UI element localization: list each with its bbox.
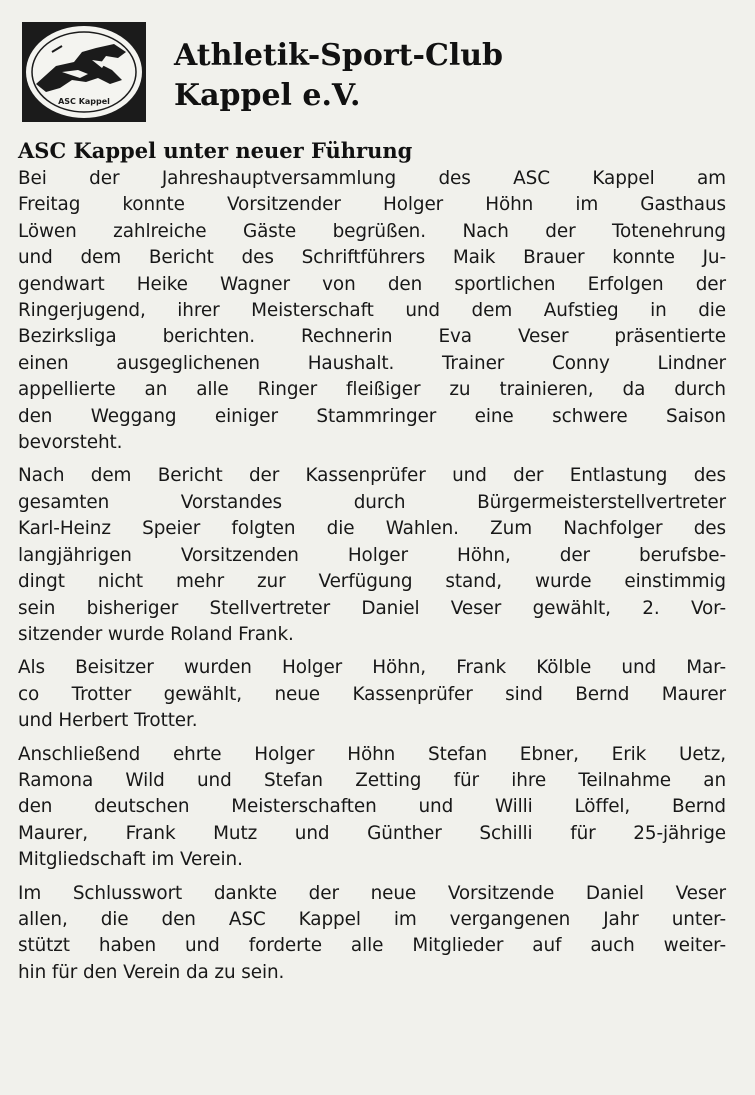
paragraph — [18, 166, 726, 456]
paragraph-line: Im Schlusswort dankte der neue Vorsitzende Daniel Veser — [18, 882, 726, 904]
paragraph — [18, 881, 726, 987]
header — [22, 22, 742, 124]
paragraph-line: dingt nicht mehr zur Verfügung stand, wurde einstimmig — [18, 571, 726, 593]
paragraph-line: den Weggang einiger Stammringer eine schwere Saison — [18, 405, 726, 427]
logo-text: ASC Kappel — [58, 97, 110, 106]
paragraph-line: Maurer, Frank Mutz und Günther Schilli für 25-jährige — [18, 822, 726, 844]
paragraph-line: Bezirksliga berichten. Rechnerin Eva Veser präsentierte — [18, 326, 726, 348]
paragraph-line: bevorsteht. — [18, 432, 123, 454]
paragraph-line: Anschließend ehrte Holger Höhn Stefan Ebner, Erik Uetz, — [18, 743, 726, 765]
paragraph — [18, 655, 726, 734]
paragraph-line: Mitgliedschaft im Verein. — [18, 849, 243, 871]
paragraph-line: Nach dem Bericht der Kassenprüfer und der Entlastung des — [18, 465, 726, 487]
paragraph-line: Freitag konnte Vorsitzender Holger Höhn im Gasthaus — [18, 194, 726, 216]
article-headline: ASC Kappel unter neuer Führung — [18, 138, 413, 163]
paragraph-line: gendwart Heike Wagner von den sportlichen Erfolgen der — [18, 273, 726, 295]
article — [18, 136, 726, 993]
paragraph-line: sein bisheriger Stellvertreter Daniel Veser gewählt, 2. Vor- — [18, 597, 726, 619]
paragraph — [18, 742, 726, 874]
club-name-line1: Athletik-Sport-Club — [174, 38, 504, 73]
paragraph-line: sitzender wurde Roland Frank. — [18, 623, 294, 645]
paragraph-line: Als Beisitzer wurden Holger Höhn, Frank Kölble und Mar- — [18, 657, 726, 679]
club-name — [174, 36, 503, 116]
paragraph-line: co Trotter gewählt, neue Kassenprüfer sind Bernd Maurer — [18, 683, 726, 705]
paragraph-line: hin für den Verein da zu sein. — [18, 961, 285, 983]
paragraph-line: Löwen zahlreiche Gäste begrüßen. Nach der Totenehrung — [18, 220, 726, 242]
paragraph-line: allen, die den ASC Kappel im vergangenen Jahr unter- — [18, 908, 726, 930]
article-body — [18, 166, 726, 986]
paragraph-line: und Herbert Trotter. — [18, 710, 198, 732]
club-name-line2: Kappel e.V. — [174, 78, 361, 113]
paragraph-line: Ramona Wild und Stefan Zetting für ihre Teilnahme an — [18, 769, 726, 791]
paragraph-line: Ringerjugend, ihrer Meisterschaft und dem Aufstieg in die — [18, 300, 726, 322]
paragraph-line: und dem Bericht des Schriftführers Maik Brauer konnte Ju- — [18, 247, 726, 269]
paragraph-line: den deutschen Meisterschaften und Willi Löffel, Bernd — [18, 796, 726, 818]
paragraph-line: stützt haben und forderte alle Mitglieder auf auch weiter- — [18, 935, 726, 957]
paragraph-line: appellierte an alle Ringer fleißiger zu trainieren, da durch — [18, 379, 726, 401]
paragraph-line: Bei der Jahreshauptversammlung des ASC Kappel am — [18, 168, 726, 189]
wrestlers-emblem-icon — [22, 22, 146, 122]
paragraph — [18, 463, 726, 648]
paragraph-line: gesamten Vorstandes durch Bürgermeisterstellvertreter — [18, 491, 726, 513]
paragraph-line: Karl-Heinz Speier folgten die Wahlen. Zum Nachfolger des — [18, 518, 726, 540]
club-logo — [22, 22, 146, 122]
paragraph-line: einen ausgeglichenen Haushalt. Trainer Conny Lindner — [18, 352, 726, 374]
paragraph-line: langjährigen Vorsitzenden Holger Höhn, der berufsbe- — [18, 544, 726, 566]
